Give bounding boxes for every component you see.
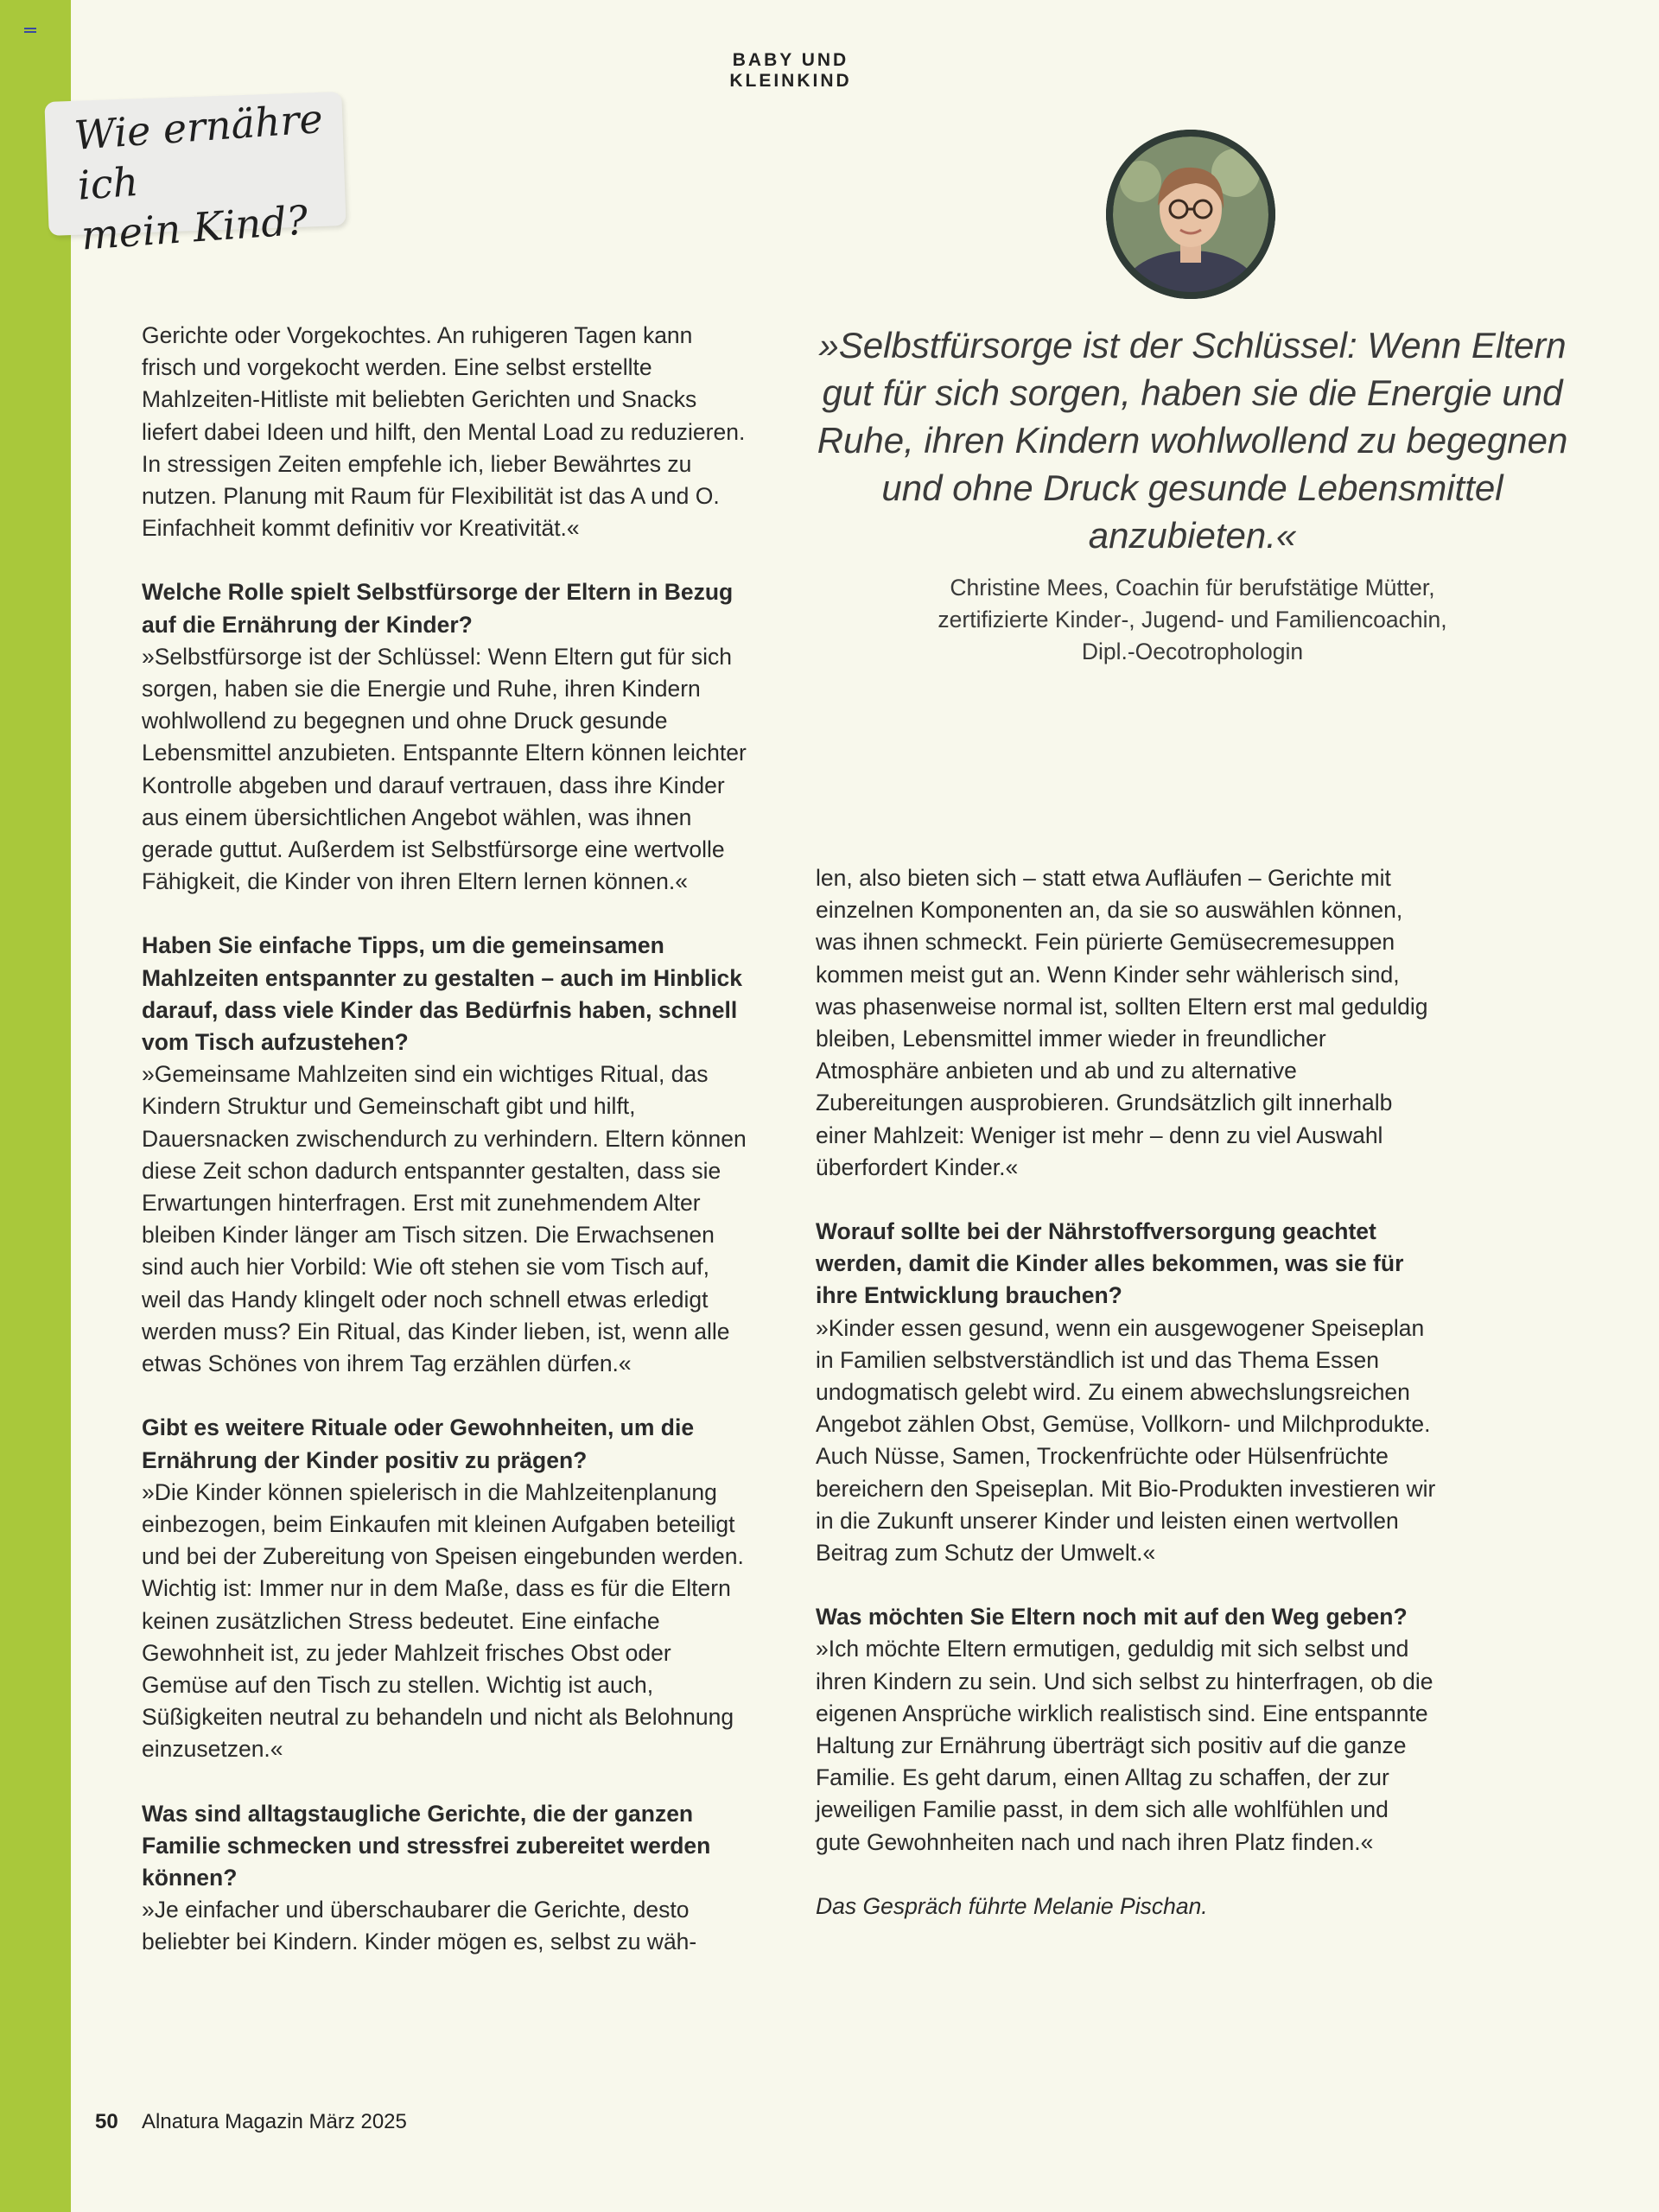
attribution-line: Dipl.-Oecotrophologin <box>1081 639 1304 664</box>
interview-question: Welche Rolle spielt Selbstfürsorge der Eltern in Bezug auf die Ernährung der Kinder? <box>142 579 734 638</box>
interview-answer: »Die Kinder können spielerisch in die Mahlzeitenplanung einbezogen, beim Einkaufen mit kleinen Aufgaben beteiligt und bei der Zubereitung von Speisen eingebunden werden. Wichtig ist: Immer nur in dem Maße, dass es für die Eltern keinen zusätzlichen Stress bedeutet. Eine einfache Gewohnheit ist, zu jeder Mahlzeit frisches Obst oder Gemüse auf den Tisch zu stellen. Wichtig ist auch, Süßigkeiten neutral zu behandeln und nicht als Belohnung einzusetzen.« <box>142 1478 744 1763</box>
interview-question: Was möchten Sie Eltern noch mit auf den Weg geben? <box>816 1604 1408 1630</box>
qa-block <box>142 576 747 898</box>
paragraph: Gerichte oder Vorgekochtes. An ruhigeren Tagen kann frisch und vorgekocht werden. Eine selbst erstellte Mahlzeiten-Hitliste mit beliebten Gerichten und Snacks liefert dabei Ideen und hilft, den Mental Load zu reduzieren. In stressigen Zeiten empfehle ich, lieber Bewährtes zu nutzen. Planung mit Raum für Flexibilität ist das A und O. Einfachheit kommt definitiv vor Kreativität.« <box>142 322 746 542</box>
page-number: 50 <box>95 2110 118 2133</box>
interview-answer: »Ich möchte Eltern ermutigen, geduldig mit sich selbst und ihren Kindern zu sein. Und sich selbst zu hinterfragen, ob die eigenen Ansprüche wirklich realistisch sind. Eine entspannte Haltung zur Ernährung überträgt sich positiv auf die ganze Familie. Es geht darum, einen Alltag zu schaffen, der zur jeweiligen Familie passt, in dem sich alle wohlfühlen und gute Gewohnheiten nach und nach ihren Platz finden.« <box>816 1636 1433 1855</box>
qa-block <box>142 1412 747 1765</box>
qa-block <box>142 1798 747 1959</box>
page-footer <box>95 2110 407 2134</box>
qa-block <box>142 930 747 1380</box>
qa-block <box>816 1216 1438 1569</box>
interview-question: Was sind alltagstaugliche Gerichte, die der ganzen Familie schmecken und stressfrei zubereitet werden können? <box>142 1800 711 1891</box>
section-label: BABY UND KLEINKIND <box>729 50 852 91</box>
title-tag-line2: mein Kind? <box>79 196 309 259</box>
pull-quote-attribution <box>812 572 1573 668</box>
interview-question: Gibt es weitere Rituale oder Gewohnheiten, um die Ernährung der Kinder positiv zu prägen? <box>142 1414 695 1473</box>
qa-block <box>816 1601 1438 1859</box>
paragraph: len, also bieten sich – statt etwa Aufläufen – Gerichte mit einzelnen Komponenten an, da sie so auswählen können, was ihnen schmeckt. Fein pürierte Gemüsecremesuppen kommen meist gut an. Wenn Kinder sehr wählerisch sind, was phasenweise normal ist, sollten Eltern erst mal geduldig bleiben, Lebensmittel immer wieder in freundlicher Atmosphäre anbieten und ab und zu alternative Zubereitungen ausprobieren. Grundsätzlich gilt innerhalb einer Mahlzeit: Weniger ist mehr – denn zu viel Auswahl überfordert Kinder.« <box>816 865 1428 1180</box>
title-tag <box>73 92 359 261</box>
interview-answer: »Selbstfürsorge ist der Schlüssel: Wenn Eltern gut für sich sorgen, haben sie die Energie und Ruhe, ihren Kindern wohlwollend zu begegnen und ohne Druck gesunde Lebensmittel anzubieten. Entspannte Eltern können leichter Kontrolle abgeben und darauf vertrauen, dass ihre Kinder aus einem übersichtlichen Angebot wählen, was ihnen gerade guttut. Außerdem ist Selbstfürsorge eine wertvolle Fähigkeit, die Kinder von ihren Eltern lernen können.« <box>142 643 747 895</box>
right-column <box>816 862 1438 1955</box>
accent-sidebar <box>0 0 71 2212</box>
title-tag-line1: Wie ernähre ich <box>73 94 325 209</box>
portrait-illustration <box>1106 130 1275 299</box>
left-column <box>142 320 747 1991</box>
pull-quote: »Selbstfürsorge ist der Schlüssel: Wenn Eltern gut für sich sorgen, haben sie die Energie und Ruhe, ihren Kindern wohlwollend zu begegnen und ohne Druck gesunde Lebensmittel anzubieten.« <box>817 325 1568 556</box>
interview-credit: Das Gespräch führte Melanie Pischan. <box>816 1892 1208 1919</box>
attribution-line: Christine Mees, Coachin für berufstätige Mütter, <box>950 575 1435 601</box>
publication-name: Alnatura Magazin März 2025 <box>142 2110 407 2133</box>
menu-icon[interactable] <box>24 28 36 36</box>
interview-question: Haben Sie einfache Tipps, um die gemeinsamen Mahlzeiten entspannter zu gestalten – auch im Hinblick darauf, dass viele Kinder das Bedürfnis haben, schnell vom Tisch aufzustehen? <box>142 932 743 1056</box>
portrait-photo <box>1106 130 1275 299</box>
attribution-line: zertifizierte Kinder-, Jugend- und Familiencoachin, <box>938 607 1447 632</box>
interview-question: Worauf sollte bei der Nährstoffversorgung geachtet werden, damit die Kinder alles bekommen, was sie für ihre Entwicklung brauchen? <box>816 1218 1404 1309</box>
interview-answer: »Kinder essen gesund, wenn ein ausgewogener Speiseplan in Familien selbstverständlich ist und das Thema Essen undogmatisch gelebt wird. Zu einem abwechslungsreichen Angebot zählen Obst, Gemüse, Vollkorn- und Milchprodukte. Auch Nüsse, Samen, Trockenfrüchte oder Hülsenfrüchte bereichern den Speiseplan. Mit Bio-Produkten investieren wir in die Zukunft unserer Kinder und leisten einen wertvollen Beitrag zum Schutz der Umwelt.« <box>816 1314 1436 1567</box>
interview-answer: »Gemeinsame Mahlzeiten sind ein wichtiges Ritual, das Kindern Struktur und Gemeinschaft gibt und hilft, Dauersnacken zwischendurch zu verhindern. Eltern können diese Zeit schon dadurch entspannter gestalten, dass sie Erwartungen hinterfragen. Erst mit zunehmendem Alter bleiben Kinder länger am Tisch sitzen. Die Erwachsenen sind auch hier Vorbild: Wie oft stehen sie vom Tisch auf, weil das Handy klingelt oder noch schnell etwas erledigt werden muss? Ein Ritual, das Kinder lieben, ist, wenn alle etwas Schönes von ihrem Tag erzählen dürfen.« <box>142 1061 747 1377</box>
interview-answer: »Je einfacher und überschaubarer die Gerichte, desto beliebter bei Kindern. Kinder mögen es, selbst zu wäh- <box>142 1897 697 1955</box>
